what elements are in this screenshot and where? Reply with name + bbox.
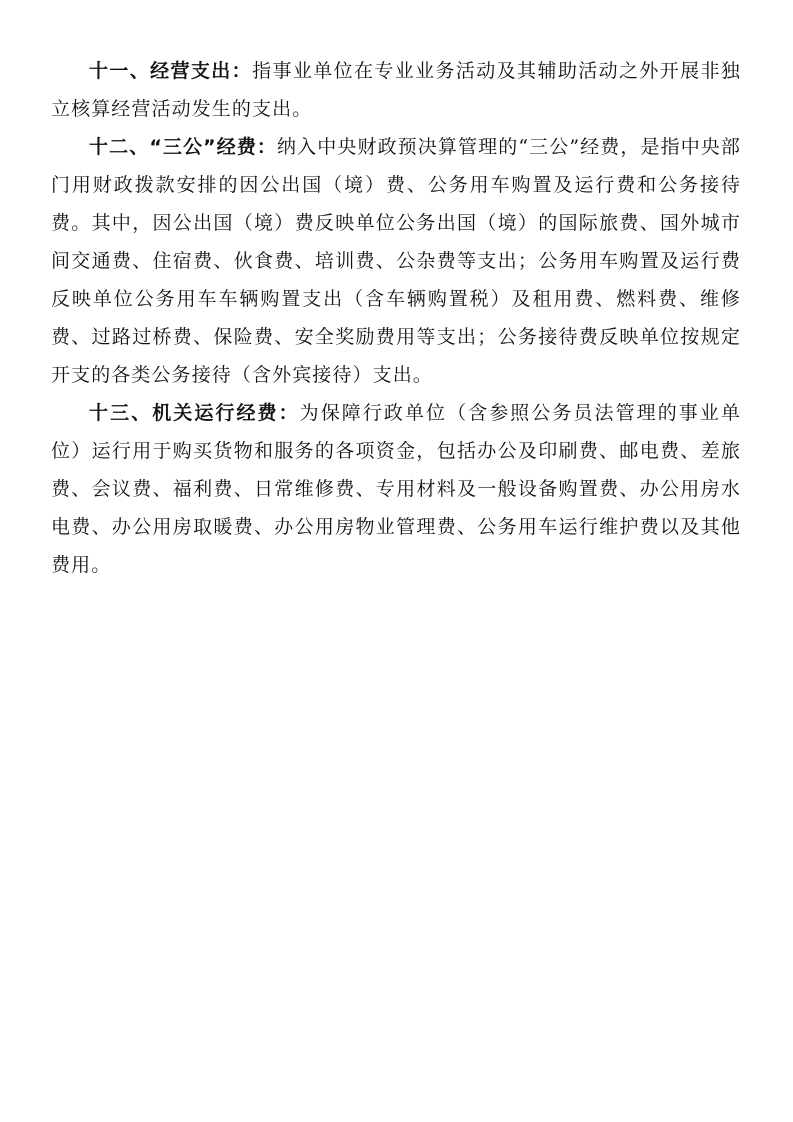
term-heading: 十一、经营支出： <box>89 60 253 82</box>
document-body <box>51 52 741 584</box>
paragraph-text: 指事业单位在专业业务活动及其辅助活动之外开展非独立核算经营活动发生的支出。 <box>51 60 741 120</box>
paragraph-three-public-expenses <box>51 128 741 394</box>
paragraph-business-expenditure <box>51 52 741 128</box>
paragraph-text: 为保障行政单位（含参照公务员法管理的事业单位）运行用于购买货物和服务的各项资金，包括办公及印刷费、邮电费、差旅费、会议费、福利费、日常维修费、专用材料及一般设备购置费、办公用房水电费、办公用房取暖费、办公用房物业管理费、公务用车运行维护费以及其他费用。 <box>51 402 741 576</box>
term-heading: 十二、“三公”经费： <box>89 136 278 158</box>
term-heading: 十三、机关运行经费： <box>89 402 300 424</box>
paragraph-operating-expenses <box>51 394 741 584</box>
paragraph-text: 纳入中央财政预决算管理的“三公”经费，是指中央部门用财政拨款安排的因公出国（境）费、公务用车购置及运行费和公务接待费。其中，因公出国（境）费反映单位公务出国（境）的国际旅费、国外城市间交通费、住宿费、伙食费、培训费、公杂费等支出；公务用车购置及运行费反映单位公务用车车辆购置支出（含车辆购置税）及租用费、燃料费、维修费、过路过桥费、保险费、安全奖励费用等支出；公务接待费反映单位按规定开支的各类公务接待（含外宾接待）支出。 <box>51 136 742 386</box>
